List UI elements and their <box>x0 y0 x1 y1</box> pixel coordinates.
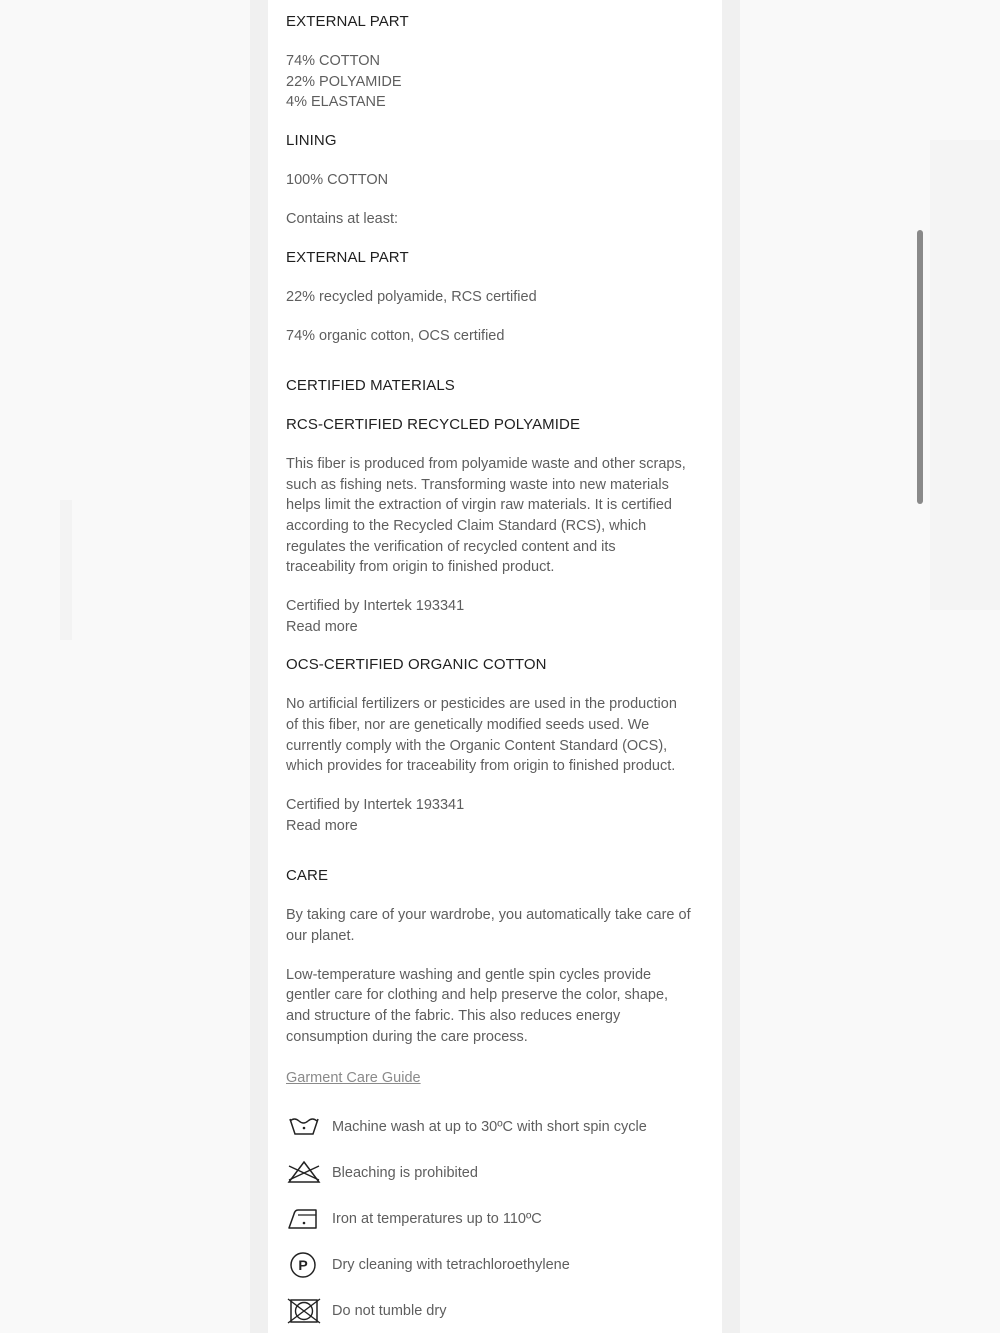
external-part-heading: EXTERNAL PART <box>286 13 409 30</box>
no-bleach-icon <box>286 1158 322 1188</box>
contains-label: Contains at least: <box>286 211 399 227</box>
ocs-title: OCS-CERTIFIED ORGANIC COTTON <box>286 656 547 673</box>
care-intro-line: By taking care of your wardrobe, you automatically take care of <box>286 907 691 923</box>
ocs-certified-by: Certified by Intertek 193341 <box>286 797 465 813</box>
dry-clean-p-icon <box>286 1250 322 1280</box>
iron-low-icon <box>286 1204 322 1234</box>
care-intro-line: our planet. <box>286 928 355 944</box>
contains-item: 22% recycled polyamide, RCS certified <box>286 289 537 305</box>
lining-item: 100% COTTON <box>286 172 389 188</box>
rcs-description-line: such as fishing nets. Transforming waste into new materials <box>286 477 669 493</box>
care-instruction-label: Bleaching is prohibited <box>332 1165 478 1181</box>
care-instruction-tumble-dry <box>286 1294 446 1328</box>
product-details-sheet <box>268 0 722 1333</box>
care-body-line: consumption during the care process. <box>286 1029 528 1045</box>
rcs-title: RCS-CERTIFIED RECYCLED POLYAMIDE <box>286 416 581 433</box>
composition-item: 22% POLYAMIDE <box>286 74 402 90</box>
ocs-description-line: No artificial fertilizers or pesticides are used in the production <box>286 696 677 712</box>
ocs-read-more-link[interactable]: Read more <box>286 818 358 834</box>
scrollbar-thumb[interactable] <box>917 230 923 504</box>
care-instruction-label: Dry cleaning with tetrachloroethylene <box>332 1257 570 1273</box>
ocs-description-line: currently comply with the Organic Content Standard (OCS), <box>286 738 668 754</box>
lining-heading: LINING <box>286 132 337 149</box>
ocs-description-line: of this fiber, nor are genetically modified seeds used. We <box>286 717 650 733</box>
rcs-certified-by: Certified by Intertek 193341 <box>286 598 465 614</box>
care-body-line: gentler care for clothing and help preserve the color, shape, <box>286 987 669 1003</box>
care-instruction-label: Machine wash at up to 30ºC with short spin cycle <box>332 1119 647 1135</box>
ocs-description-line: which provides for traceability from origin to finished product. <box>286 758 676 774</box>
composition-item: 4% ELASTANE <box>286 94 386 110</box>
svg-text:P: P <box>298 1257 308 1273</box>
composition-item: 74% COTTON <box>286 53 381 69</box>
background-panel-left <box>60 500 72 640</box>
rcs-description-line: regulates the verification of recycled content and its <box>286 539 616 555</box>
no-tumble-dry-icon <box>286 1296 322 1326</box>
garment-care-guide-link[interactable]: Garment Care Guide <box>286 1070 421 1086</box>
care-body-line: Low-temperature washing and gentle spin cycles provide <box>286 967 652 983</box>
background-panel-right <box>930 140 1000 610</box>
care-instruction-wash <box>286 1110 647 1144</box>
contains-item: 74% organic cotton, OCS certified <box>286 328 505 344</box>
care-instruction-label: Do not tumble dry <box>332 1303 447 1319</box>
rcs-read-more-link[interactable]: Read more <box>286 619 358 635</box>
rcs-description-line: according to the Recycled Claim Standard (RCS), which <box>286 518 647 534</box>
rcs-description-line: helps limit the extraction of virgin raw materials. It is certified <box>286 497 672 513</box>
care-body-line: and structure of the fabric. This also reduces energy <box>286 1008 621 1024</box>
care-instruction-dry-clean <box>286 1248 570 1282</box>
rcs-description-line: traceability from origin to finished product. <box>286 559 555 575</box>
care-heading: CARE <box>286 867 329 884</box>
contains-heading: EXTERNAL PART <box>286 249 409 266</box>
care-instruction-label: Iron at temperatures up to 110ºC <box>332 1211 542 1227</box>
care-instruction-bleach <box>286 1156 478 1190</box>
rcs-description-line: This fiber is produced from polyamide waste and other scraps, <box>286 456 686 472</box>
wash-30-icon <box>286 1112 322 1142</box>
certified-materials-heading: CERTIFIED MATERIALS <box>286 377 455 394</box>
care-instruction-iron <box>286 1202 542 1236</box>
